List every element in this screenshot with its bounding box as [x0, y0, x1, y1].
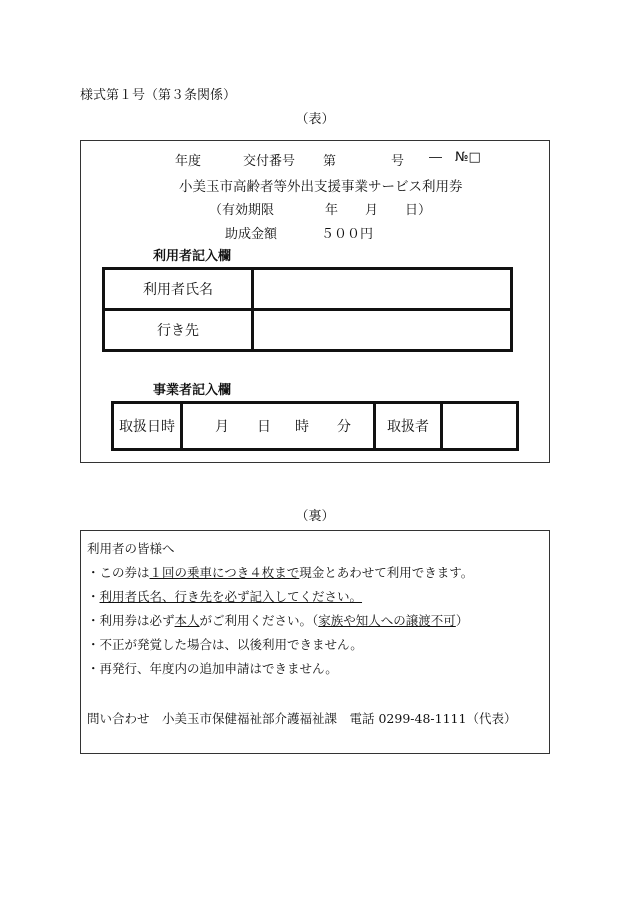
- dt-day: 日: [257, 419, 271, 435]
- table-row: [104, 269, 512, 310]
- handling-datetime-field[interactable]: [182, 403, 375, 450]
- note-5: ・再発行、年度内の追加申請はできません。: [87, 661, 338, 676]
- subsidy-label: 助成金額: [225, 227, 278, 242]
- note-2-b: 利用者氏名、行き先を必ず記入してください。: [99, 589, 363, 604]
- contact-info: 問い合わせ 小美玉市保健福祉部介護福祉課 電話 0299-48-1111（代表）: [87, 711, 517, 726]
- note-2: [87, 587, 362, 605]
- ticket-back: [80, 530, 550, 754]
- validity-month: 月: [365, 203, 379, 218]
- destination-field[interactable]: [253, 310, 512, 351]
- dash-mark: ―: [429, 150, 442, 165]
- note-2-a: ・: [87, 589, 100, 604]
- note-3-b: 本人: [174, 613, 200, 628]
- note-1-a: ・この券は: [87, 565, 150, 580]
- note-4: ・不正が発覚した場合は、以後利用できません。: [87, 637, 363, 652]
- note-1-c: 現金とあわせて利用できます。: [299, 565, 474, 580]
- fiscal-year-label: 年度: [175, 154, 202, 169]
- handling-datetime-label: 取扱日時: [113, 403, 182, 450]
- validity-open: （有効期限: [209, 203, 275, 218]
- user-entry-table: [102, 267, 513, 352]
- note-3-e: ）: [455, 613, 469, 628]
- dai-label: 第: [323, 154, 337, 169]
- table-row: [104, 310, 512, 351]
- issue-number-label: 交付番号: [243, 154, 296, 169]
- user-name-field[interactable]: [253, 269, 512, 310]
- form-number-label: 様式第１号（第３条関係）: [80, 88, 237, 103]
- destination-label: 行き先: [104, 310, 253, 351]
- note-3-d: 家族や知人への譲渡不可: [318, 613, 456, 628]
- go-label: 号: [391, 154, 405, 169]
- ticket-front: [80, 140, 550, 463]
- table-row: [113, 403, 518, 450]
- user-name-label: 利用者氏名: [104, 269, 253, 310]
- business-entry-table: [111, 401, 519, 451]
- handler-field[interactable]: [442, 403, 518, 450]
- back-side-label: （裏）: [295, 509, 335, 524]
- dt-minute: 分: [337, 419, 351, 435]
- handler-label: 取扱者: [375, 403, 442, 450]
- subsidy-amount: ５００円: [321, 227, 374, 242]
- dt-hour: 時: [295, 419, 309, 435]
- validity-day: 日）: [405, 203, 432, 218]
- greeting: 利用者の皆様へ: [87, 541, 175, 556]
- note-1-b: １回の乗車につき４枚まで: [149, 565, 300, 580]
- note-3: [87, 611, 468, 629]
- business-section-label: 事業者記入欄: [153, 383, 232, 398]
- validity-year: 年: [325, 203, 339, 218]
- dt-month: 月: [215, 419, 229, 435]
- user-section-label: 利用者記入欄: [153, 249, 232, 264]
- number-box: №□: [455, 150, 481, 165]
- note-3-c: がご利用ください。（: [199, 613, 319, 628]
- front-side-label: （表）: [295, 112, 335, 127]
- ticket-title: 小美玉市高齢者等外出支援事業サービス利用券: [179, 179, 463, 195]
- note-3-a: ・利用券は必ず: [87, 613, 175, 628]
- note-1: [87, 563, 473, 581]
